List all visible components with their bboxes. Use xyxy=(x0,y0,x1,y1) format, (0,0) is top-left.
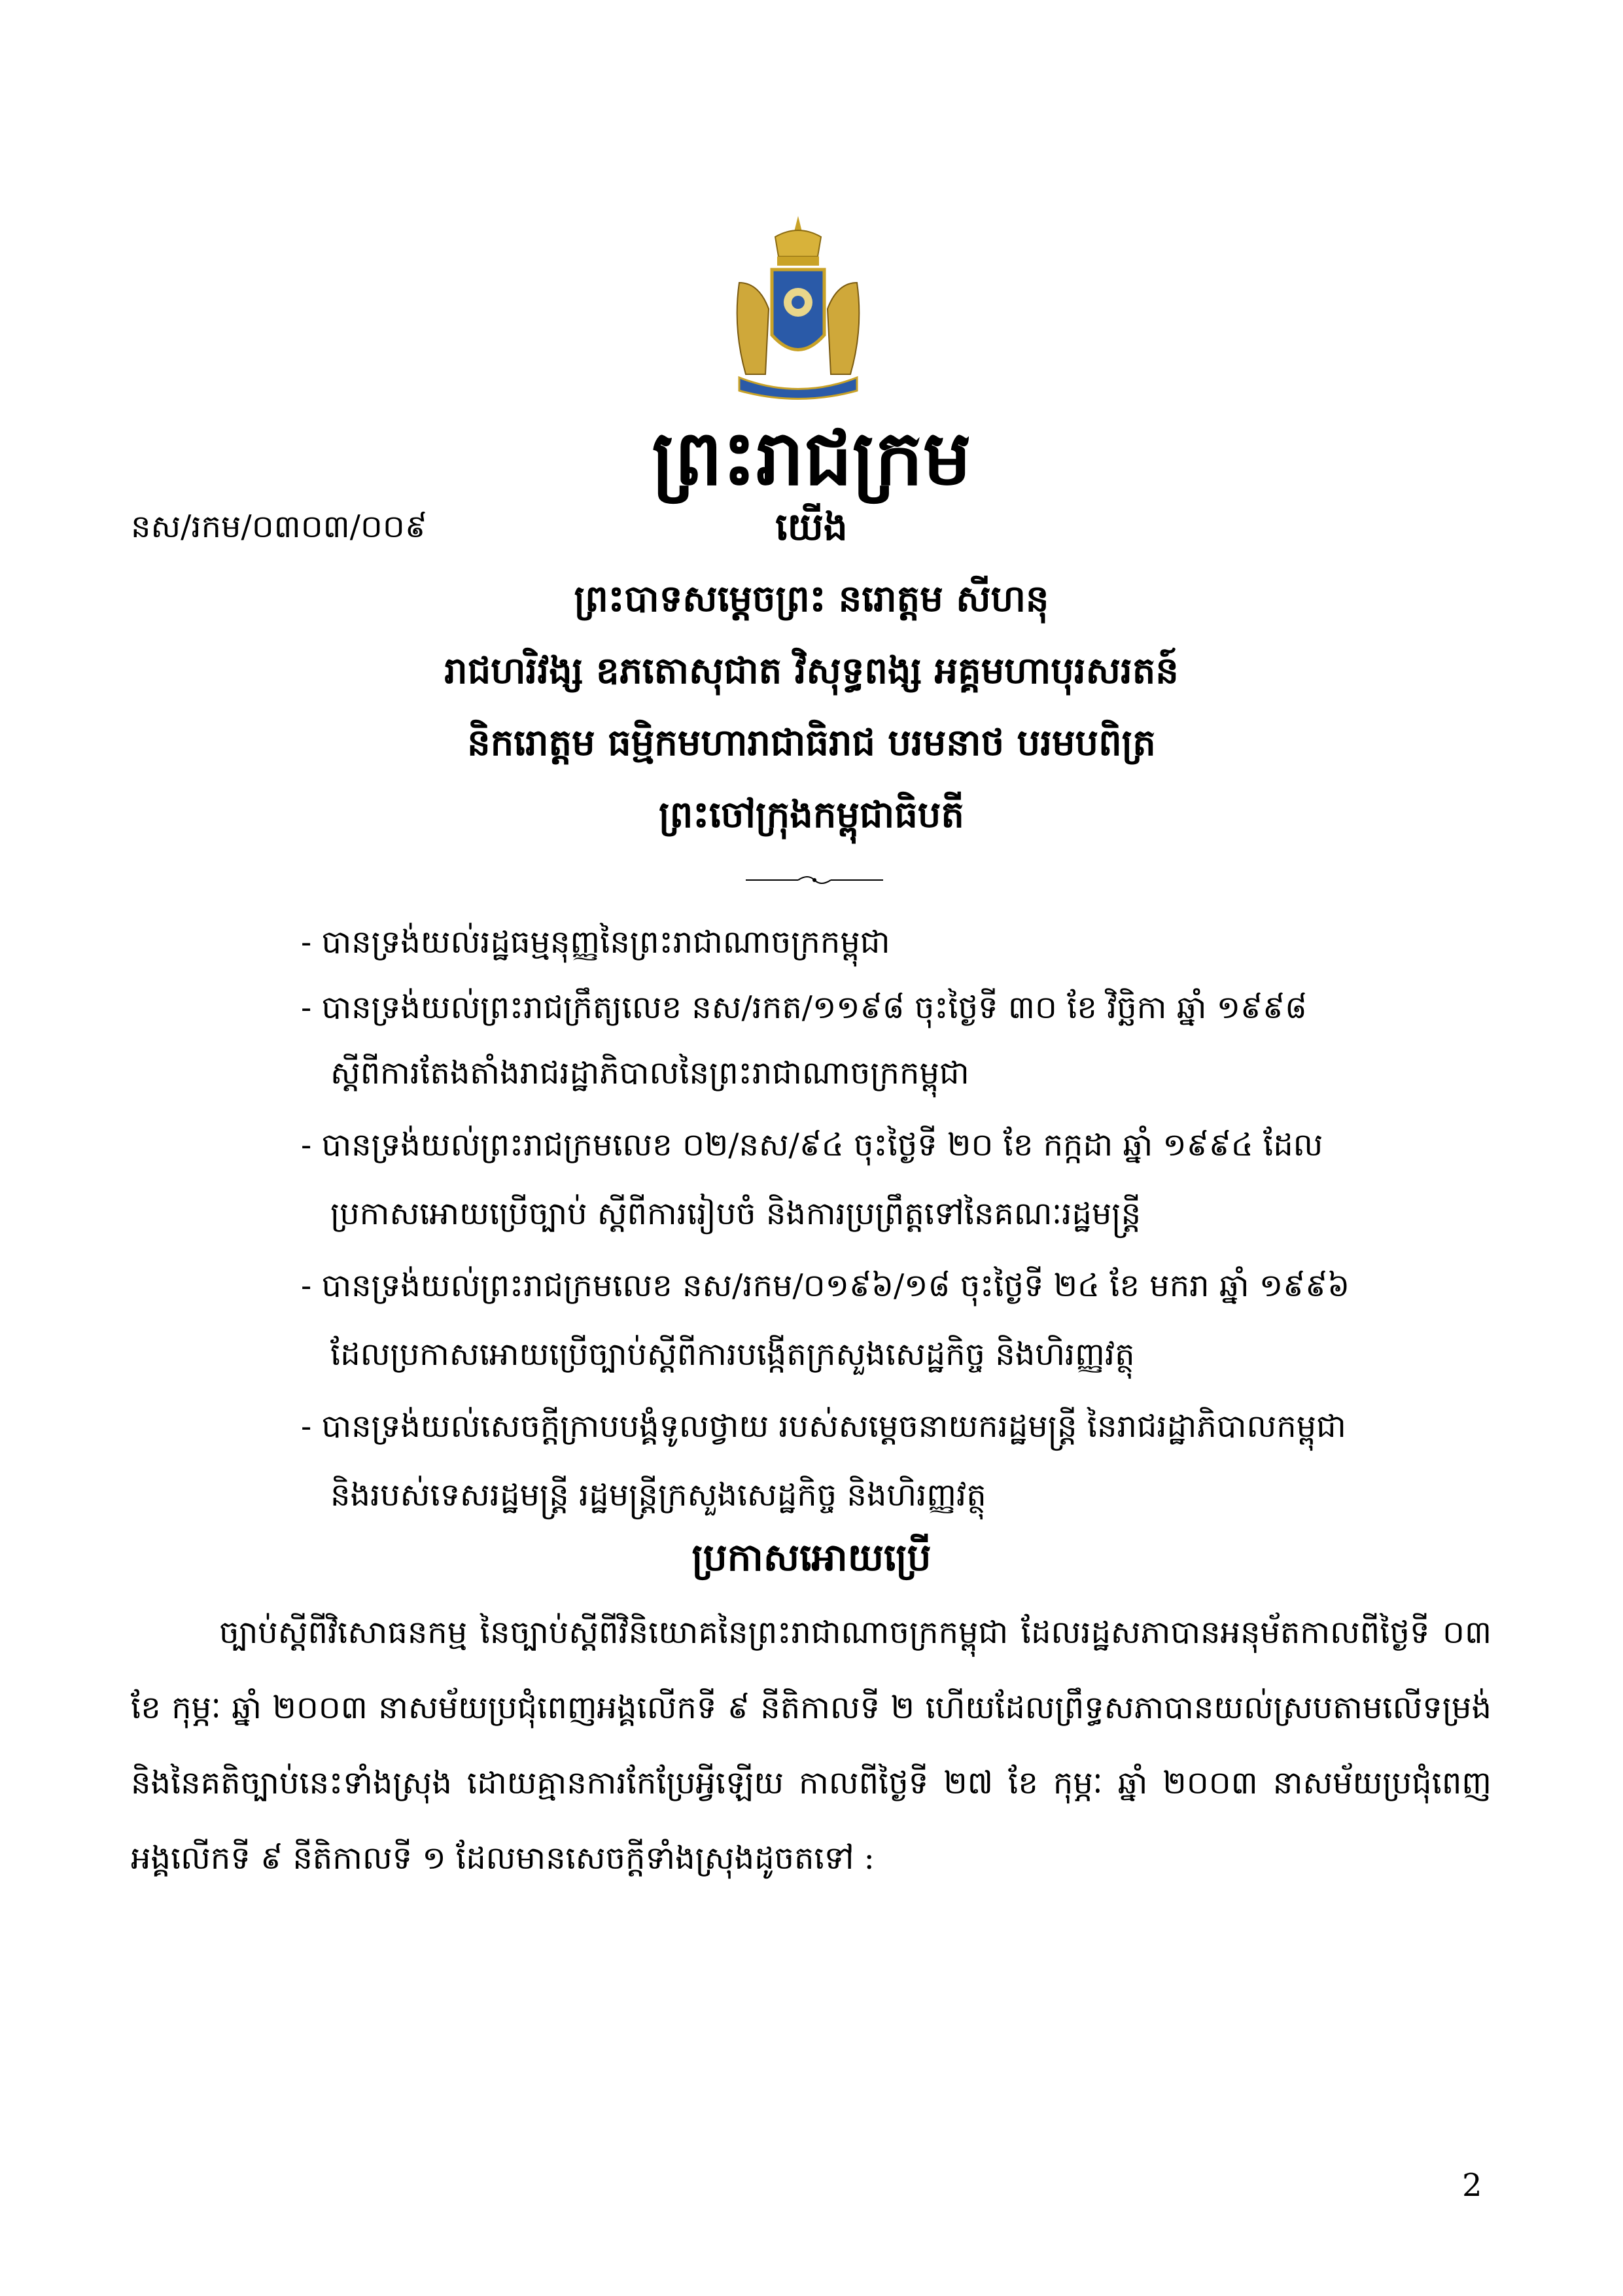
we-heading: យើង xyxy=(775,504,848,549)
body-paragraph-line: អង្គលើកទី ៩ នីតិកាលទី ១ ដែលមានសេចក្តីទាំងស្រុងដូចតទៅ : xyxy=(131,1840,875,1877)
visa-line: - បានទ្រង់យល់ព្រះរាជក្រឹត្យលេខ នស/រកត/១១៩៨ ចុះថ្ងៃទី ៣០ ខែ វិច្ឆិកា ឆ្នាំ ១៩៩៨ xyxy=(301,989,1307,1026)
page-number: 2 xyxy=(1462,2167,1482,2204)
body-paragraph-line: ខែ កុម្ភៈ ឆ្នាំ ២០០៣ នាសម័យប្រជុំពេញអង្គលើកទី ៩ នីតិកាលទី ២ ហើយដែលព្រឹទ្ធសភាបានយល់ស្របតាមលើទម្រង់ xyxy=(131,1689,1492,1726)
royal-title-line: ព្រះចៅក្រុងកម្ពុជាធិបតី xyxy=(659,793,964,836)
visa-line: ដែលប្រកាសអោយប្រើច្បាប់ស្តីពីការបង្កើតក្រសួងសេដ្ឋកិច្ច និងហិរញ្ញវត្ថុ xyxy=(330,1336,1135,1373)
visa-line: ស្តីពីការតែងតាំងរាជរដ្ឋាភិបាលនៃព្រះរាជាណាចក្រកម្ពុជា xyxy=(330,1055,969,1091)
royal-title-line: រាជហរិវង្ស ឧភតោសុជាត វិសុទ្ធពង្ស អគ្គមហាបុរសរតន៍ xyxy=(444,649,1179,692)
body-paragraph-line: និងនៃគតិច្បាប់នេះទាំងស្រុង ដោយគ្មានការកែប្រែអ្វីឡើយ កាលពីថ្ងៃទី ២៧ ខែ កុម្ភៈ ឆ្នាំ ២០០៣ នាសម័យប្រជុំពេញ xyxy=(131,1765,1492,1801)
visa-line: - បានទ្រង់យល់សេចក្តីក្រាបបង្គំទូលថ្វាយ របស់សម្តេចនាយករដ្ឋមន្ត្រី នៃរាជរដ្ឋាភិបាលកម្ពុជា xyxy=(301,1408,1346,1445)
visa-line: និងរបស់ទេសរដ្ឋមន្ត្រី រដ្ឋមន្ត្រីក្រសួងសេដ្ឋកិច្ច និងហិរញ្ញវត្ថុ xyxy=(330,1477,986,1513)
document-title: ព្រះរាជក្រម xyxy=(652,414,971,503)
ornamental-divider xyxy=(746,874,883,887)
body-paragraph-line: ច្បាប់ស្តីពីវិសោធនកម្ម នៃច្បាប់ស្តីពីវិនិយោគនៃព្រះរាជាណាចក្រកម្ពុជា ដែលរដ្ឋសភាបានអនុម័តកាលពីថ្ងៃទី ០៣ xyxy=(219,1614,1492,1651)
royal-coat-of-arms-emblem xyxy=(720,211,877,407)
royal-title-line: ព្រះបាទសម្តេចព្រះ នរោត្តម សីហនុ xyxy=(574,577,1049,620)
promulgate-heading: ប្រកាសអោយប្រើ xyxy=(691,1535,932,1580)
visa-line: - បានទ្រង់យល់រដ្ឋធម្មនុញ្ញនៃព្រះរាជាណាចក្រកម្ពុជា xyxy=(301,924,890,961)
reference-number: នស/រកម/០៣០៣/០០៩ xyxy=(131,508,427,545)
royal-title-line: និករោត្តម ធម្មិកមហារាជាធិរាជ បរមនាថ បរមបពិត្រ xyxy=(467,721,1156,764)
visa-line: ប្រកាសអោយប្រើច្បាប់ ស្តីពីការរៀបចំ និងការប្រព្រឹត្តទៅនៃគណៈរដ្ឋមន្ត្រី xyxy=(330,1195,1142,1232)
visa-line: - បានទ្រង់យល់ព្រះរាជក្រមលេខ នស/រកម/០១៩៦/១៨ ចុះថ្ងៃទី ២៤ ខែ មករា ឆ្នាំ ១៩៩៦ xyxy=(301,1267,1350,1304)
visa-line: - បានទ្រង់យល់ព្រះរាជក្រមលេខ ០២/នស/៩៤ ចុះថ្ងៃទី ២០ ខែ កក្កដា ឆ្នាំ ១៩៩៤ ដែល xyxy=(301,1127,1323,1163)
